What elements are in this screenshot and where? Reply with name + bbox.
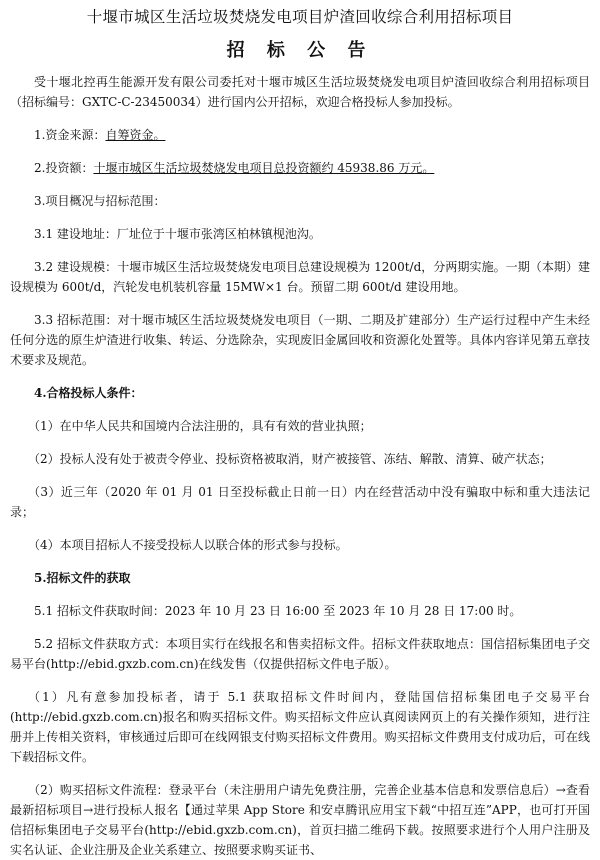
section-5-2: 5.2 招标文件获取方式：本项目实行在线报名和售卖招标文件。招标文件获取地点：国信招标集团电子交易平台(http://ebid.gxzb.com.cn)在线发售（仅提供招标文件电子版）。: [10, 637, 590, 671]
section-5-2-1: （1）凡有意参加投标者，请于 5.1 获取招标文件时间内，登陆国信招标集团电子交易平台(http://ebid.gxzb.com.cn)报名和购买招标文件。购买招标文件应认真阅读网页上的有关操作须知，进行注册并上传相关资料，审核通过后即可在线网银支付购买招标文件费用。购买招标文件费用支付成功后，可在线下载招标文件。: [10, 690, 590, 764]
funding-source-label: 1.资金来源：: [34, 128, 106, 142]
section-3-2: 3.2 建设规模：十堰市城区生活垃圾焚烧发电项目总建设规模为 1200t/d，分两期实施。一期（本期）建设规模为 600t/d，汽轮发电机装机容量 15MW×1 台。预留二期 600t/d 建设用地。: [10, 260, 590, 294]
section-4-item: （4）本项目招标人不接受投标人以联合体的形式参与投标。: [28, 538, 348, 552]
project-header-title: 十堰市城区生活垃圾焚烧发电项目炉渣回收综合利用招标项目: [86, 8, 514, 26]
investment: [10, 158, 590, 178]
section-5-2-2: （2）购买招标文件流程：登录平台（未注册用户请先免费注册，完善企业基本信息和发票信息后）→查看最新招标项目→进行投标人报名【通过苹果 App Store 和安卓腾讯应用宝下载“中招互连”APP，也可打开国信招标集团电子交易平台(http://ebid.gxzb.com.cn)，首页扫描二维码下载。按照要求进行个人用户注册及实名认证、企业注册及企业关系建立、按照要求购买证书、: [10, 783, 590, 857]
investment-value: 十堰市城区生活垃圾焚烧发电项目总投资额约 45938.86 万元。: [93, 161, 435, 175]
section-5-title: 5.招标文件的获取: [34, 571, 131, 585]
section-4-item: （3）近三年（2020 年 01 月 01 日至投标截止日前一日）内在经营活动中没有骗取中标和重大违法记录；: [10, 485, 590, 519]
section-4-title: 4.合格投标人条件：: [34, 386, 143, 400]
section-4-item: （1）在中华人民共和国境内合法注册的，具有有效的营业执照；: [28, 419, 372, 433]
funding-source-value: 自筹资金。: [105, 128, 166, 142]
section-3-title: 3.项目概况与招标范围：: [34, 194, 166, 208]
notice-title: 招 标 公 告: [226, 40, 374, 61]
section-3-1: 3.1 建设地址：厂址位于十堰市张湾区柏林镇枧池沟。: [34, 227, 321, 241]
intro-paragraph: 受十堰北控再生能源开发有限公司委托对十堰市城区生活垃圾焚烧发电项目炉渣回收综合利用招标项目（招标编号：GXTC-C-23450034）进行国内公开招标，欢迎合格投标人参加投标。: [10, 75, 590, 109]
investment-label: 2.投资额：: [34, 161, 94, 175]
section-4-item: （2）投标人没有处于被责令停业、投标资格被取消，财产被接管、冻结、解散、清算、破产状态；: [28, 452, 552, 466]
funding-source: [10, 125, 590, 145]
section-5-1: 5.1 招标文件获取时间：2023 年 10 月 23 日 16:00 至 2023 年 10 月 28 日 17:00 时。: [34, 604, 522, 618]
section-3-3: 3.3 招标范围：对十堰市城区生活垃圾焚烧发电项目（一期、二期及扩建部分）生产运行过程中产生未经任何分选的原生炉渣进行收集、转运、分选除杂，实现废旧金属回收和资源化处置等。具体内容详见第五章技术要求及规范。: [10, 313, 590, 367]
